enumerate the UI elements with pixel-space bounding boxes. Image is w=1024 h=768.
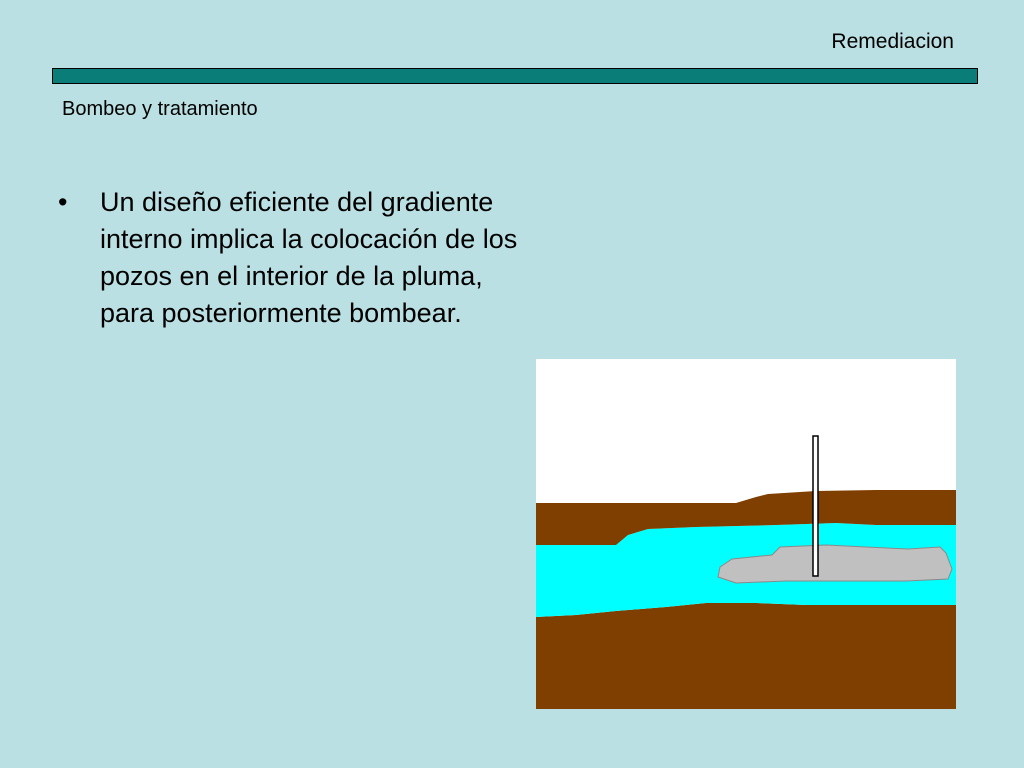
bullet-item	[58, 184, 528, 332]
header-title: Remediacion	[831, 30, 954, 53]
header-divider	[52, 68, 978, 84]
pump-and-treat-diagram	[536, 359, 956, 709]
bullet-text: Un diseño eficiente del gradiente interno implica la colocación de los pozos en el interior de la pluma, para posteriormente bombear.	[100, 187, 518, 328]
lower-soil-layer	[536, 603, 956, 709]
bullet-mark: •	[58, 187, 68, 217]
slide-subtitle: Bombeo y tratamiento	[62, 98, 258, 120]
bullet-list	[58, 184, 528, 332]
well-pipe	[813, 436, 818, 576]
